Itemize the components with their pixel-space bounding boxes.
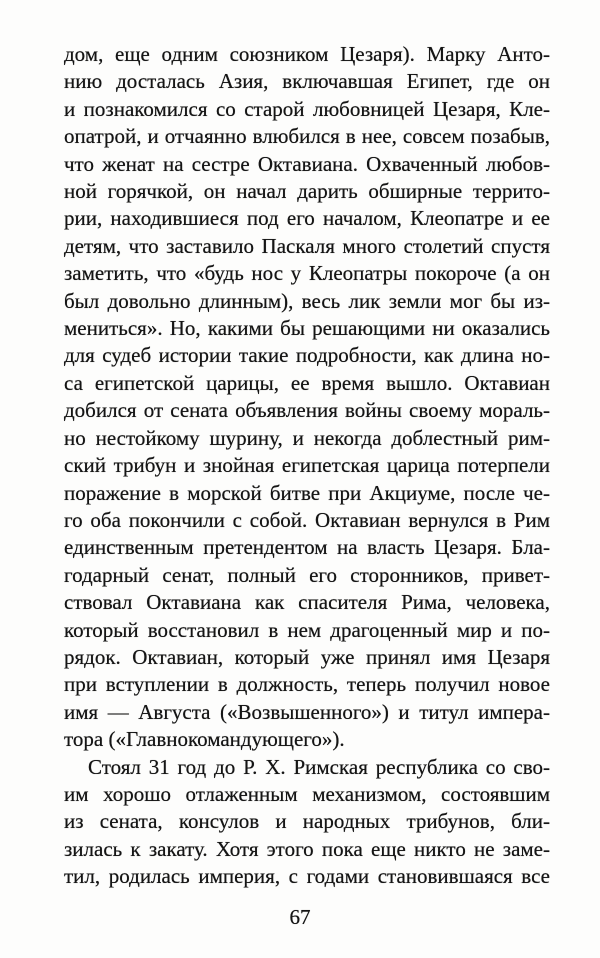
text-line: единственным претендентом на власть Цезаря. Бла-	[64, 535, 550, 560]
text-line: рии, находившиеся под его началом, Клеопатре и ее	[64, 206, 550, 231]
text-line: добился от сената объявления войны своему мораль-	[64, 398, 550, 423]
text-line: са египетской царицы, ее время вышло. Октавиан	[64, 370, 550, 395]
body-text	[64, 41, 550, 891]
text-line-paragraph-end: тора («Главнокомандующего»).	[64, 727, 345, 752]
text-line: опатрой, и отчаянно влюбился в нее, совсем позабыв,	[64, 124, 550, 149]
text-line: из сената, консулов и народных трибунов, бли-	[64, 809, 550, 834]
text-line: что женат на сестре Октавиана. Охваченный любов-	[64, 151, 550, 176]
text-line: и познакомился со старой любовницей Цезаря, Кле-	[64, 96, 550, 121]
text-line: который восстановил в нем драгоценный мир и по-	[64, 617, 550, 642]
text-line: го оба покончили с собой. Октавиан вернулся в Рим	[64, 507, 550, 532]
text-line: ной горячкой, он начал дарить обширные террито-	[64, 179, 550, 204]
text-line: ствовал Октавиана как спасителя Рима, человека,	[64, 590, 550, 615]
text-line: зилась к закату. Хотя этого пока еще никто не заме-	[64, 836, 550, 861]
text-line: годарный сенат, полный его сторонников, привет-	[64, 562, 550, 587]
text-line: поражение в морской битве при Акциуме, после че-	[64, 480, 550, 505]
page-number: 67	[289, 905, 311, 929]
text-line: при вступлении в должность, теперь получил новое	[64, 672, 550, 697]
text-line: им хорошо отлаженным механизмом, состоявшим	[64, 781, 550, 806]
text-line: ский трибун и знойная египетская царица потерпели	[64, 453, 550, 478]
text-line: для судеб истории такие подробности, как длина но-	[64, 343, 550, 368]
text-line: нию досталась Азия, включавшая Египет, где он	[64, 69, 550, 94]
text-line-paragraph-start: Стоял 31 год до Р. Х. Римская республика со сво-	[88, 754, 550, 779]
text-line: рядок. Октавиан, который уже принял имя Цезаря	[64, 644, 550, 669]
text-line: дом, еще одним союзником Цезаря). Марку Анто-	[64, 42, 550, 66]
text-line: мениться». Но, какими бы решающими ни оказались	[64, 316, 550, 341]
text-line: имя — Августа («Возвышенного») и титул импера-	[64, 699, 550, 724]
text-line: тил, родилась империя, с годами становившаяся все	[64, 864, 550, 889]
text-line: но нестойкому шурину, и некогда доблестный рим-	[64, 425, 550, 450]
text-line: заметить, что «будь нос у Клеопатры покороче (а он	[64, 261, 550, 286]
text-line: был довольно длинным), весь лик земли мог бы из-	[64, 288, 550, 313]
text-line: детям, что заставило Паскаля много столетий спустя	[64, 233, 550, 258]
